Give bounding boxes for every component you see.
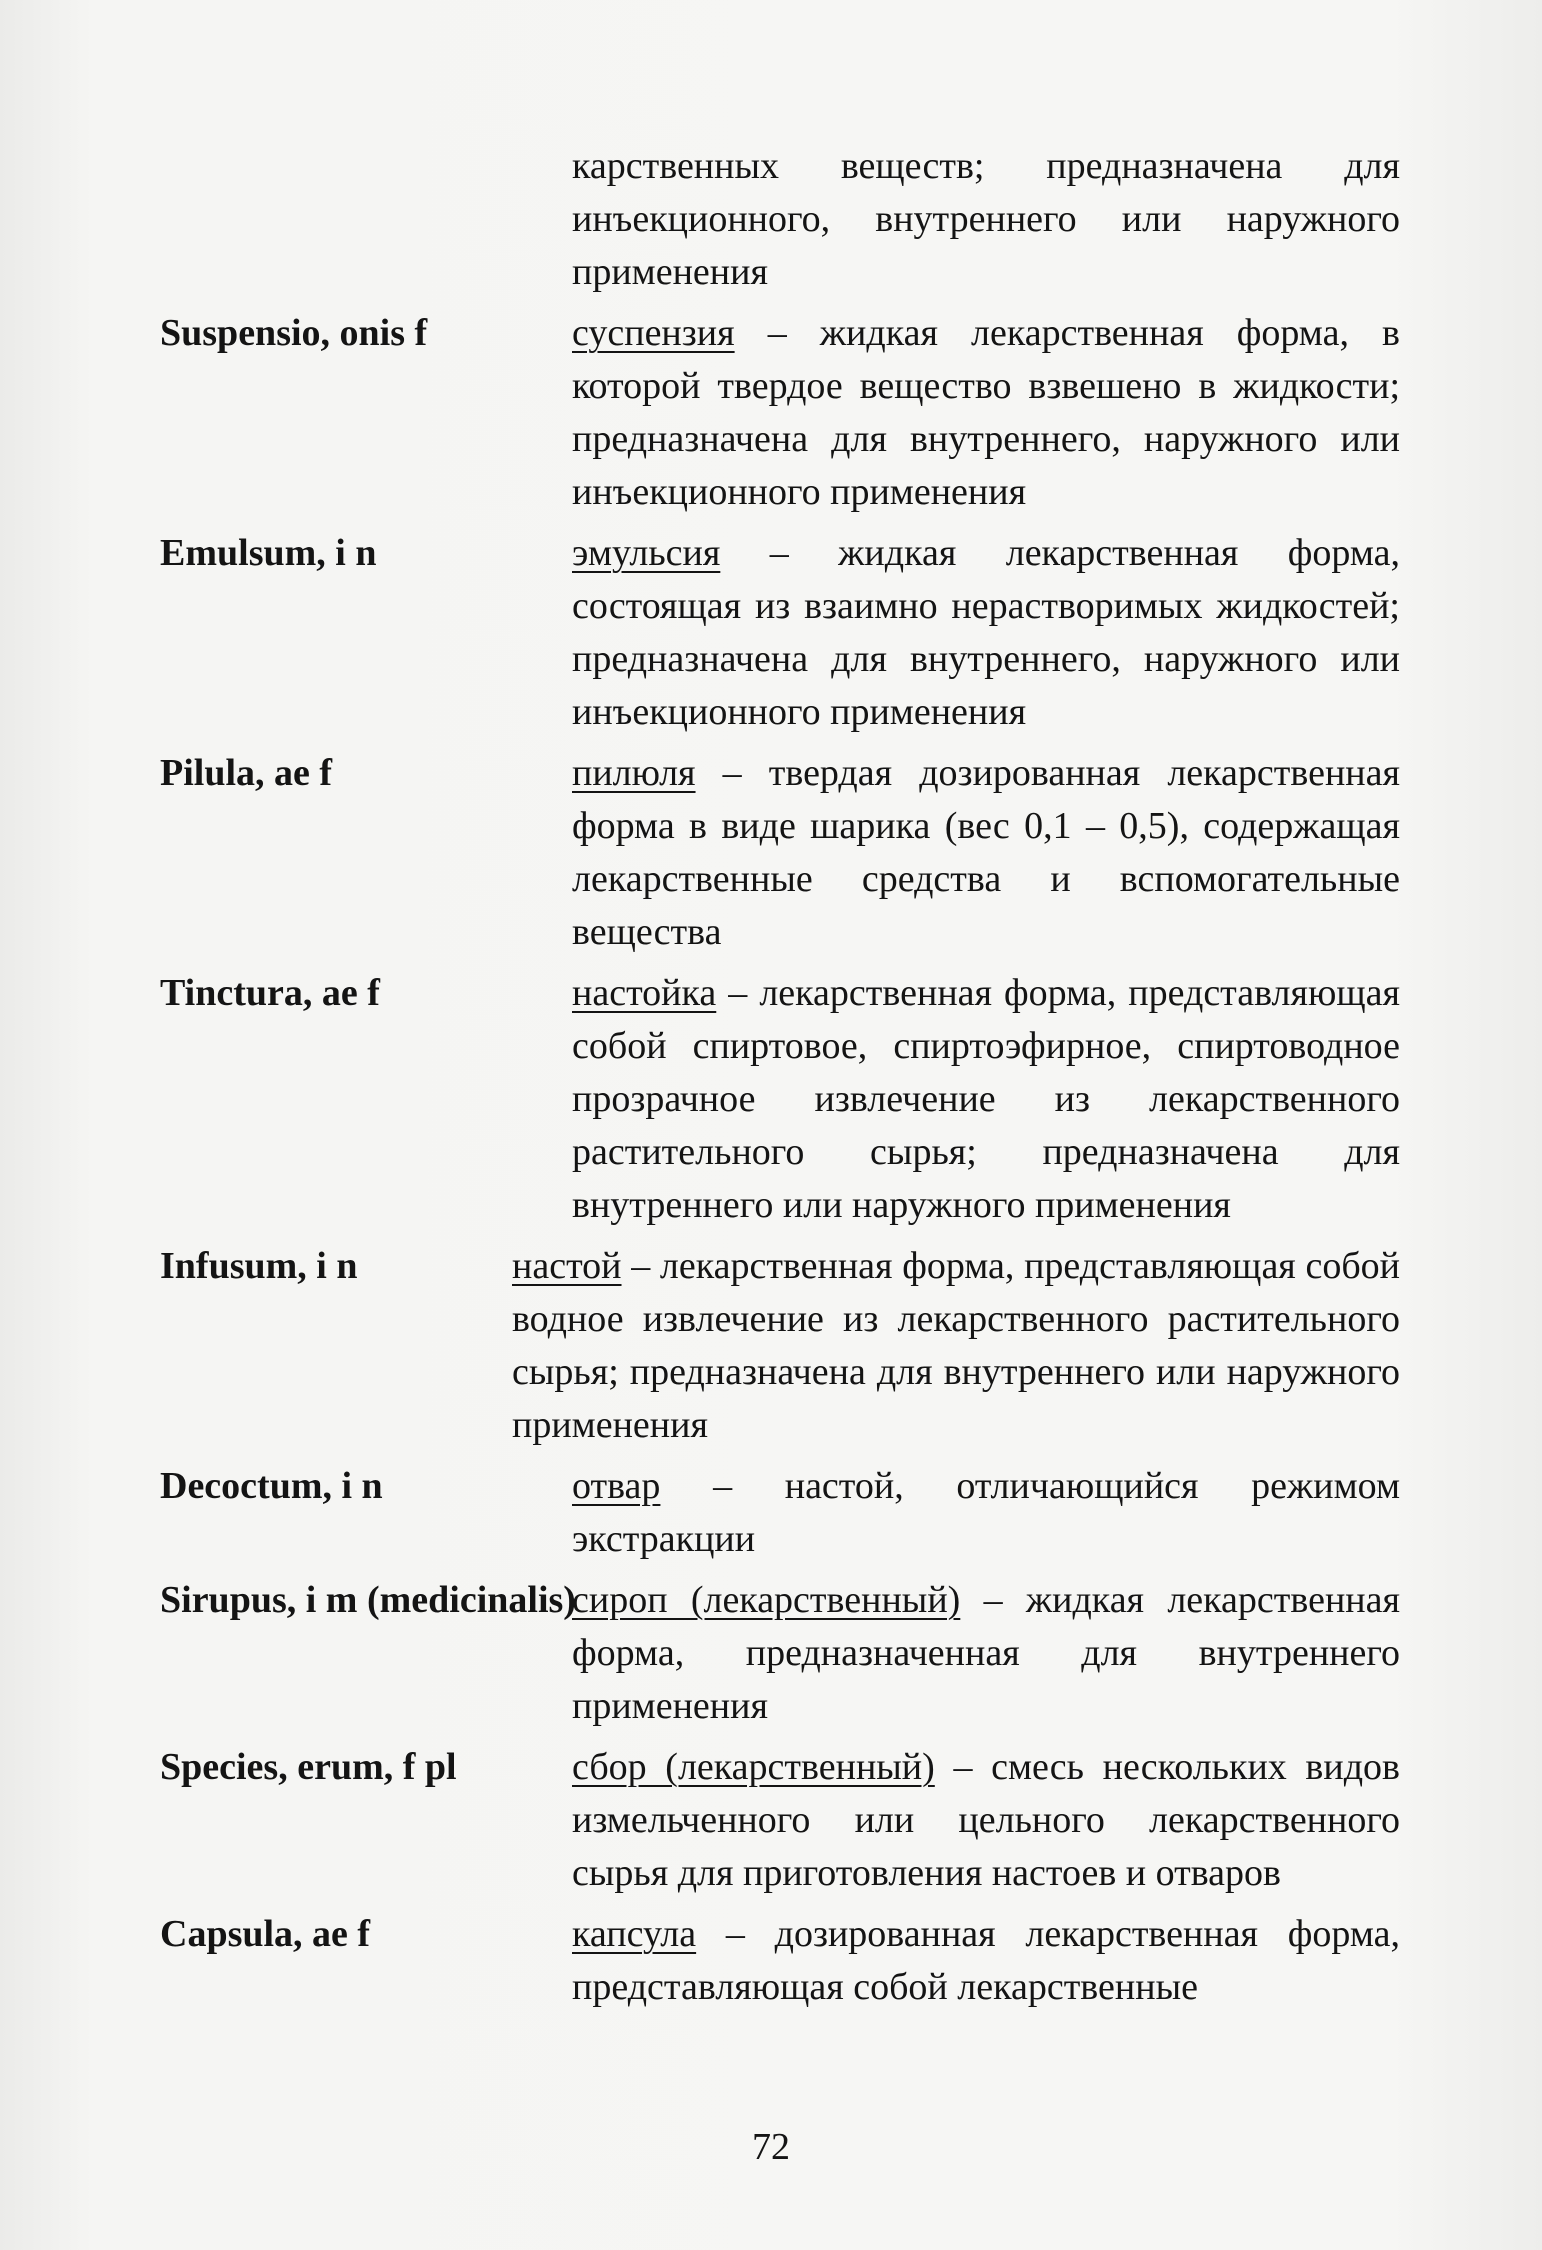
page-number: 72 <box>752 2126 790 2168</box>
latin-term: Emulsum, i n <box>160 532 377 574</box>
russian-headword: эмульсия <box>572 532 721 574</box>
definition <box>572 967 1400 1232</box>
definition <box>572 747 1400 959</box>
glossary-entry-continuation <box>160 140 1400 299</box>
definition <box>572 1908 1400 2014</box>
definition <box>572 1574 1400 1733</box>
glossary-entry <box>160 1908 1400 2014</box>
glossary-entry <box>160 1574 1400 1733</box>
russian-headword: сбор (лекарственный) <box>572 1746 935 1788</box>
glossary-entry <box>160 307 1400 519</box>
definition-text: – настой, отличающийся режимом экстракции <box>572 1465 1400 1560</box>
latin-term: Decoctum, i n <box>160 1465 383 1507</box>
latin-term: Tinctura, ae f <box>160 972 380 1014</box>
russian-headword: капсула <box>572 1913 697 1955</box>
latin-term: Pilula, ae f <box>160 752 333 794</box>
definition-text: – жидкая лекарственная форма, состоящая из взаимно нерастворимых жидкостей; предназначена для внутреннего, наружного или инъекционного применения <box>572 532 1400 733</box>
definition <box>512 1240 1400 1452</box>
russian-headword: сироп (лекарственный) <box>572 1579 961 1621</box>
definition-text: – дозированная лекарственная форма, представляющая собой лекарственные <box>572 1913 1400 2008</box>
glossary-content <box>160 140 1400 2022</box>
glossary-entry <box>160 747 1400 959</box>
latin-term: Suspensio, onis f <box>160 312 428 354</box>
definition-text: – жидкая лекарственная форма, в которой твердое вещество взвешено в жидкости; предназначена для внутреннего, наружного или инъекционного применения <box>572 312 1400 513</box>
russian-headword: отвар <box>572 1465 661 1507</box>
definition-text: – смесь нескольких видов измельченного или цельного лекарственного сырья для приготовления настоев и отваров <box>572 1746 1400 1894</box>
definition-text: – лекарственная форма, представляющая собой водное извлечение из лекарственного растительного сырья; предназначена для внутреннего или наружного применения <box>512 1245 1400 1446</box>
glossary-entry <box>160 1460 1400 1566</box>
glossary-entry <box>160 1240 1400 1452</box>
glossary-entry <box>160 527 1400 739</box>
latin-term: Species, erum, f pl <box>160 1746 457 1788</box>
latin-term: Capsula, ae f <box>160 1913 371 1955</box>
russian-headword: суспензия <box>572 312 735 354</box>
glossary-entry <box>160 1741 1400 1900</box>
definition <box>572 307 1400 519</box>
definition-text: – твердая дозированная лекарственная форма в виде шарика (вес 0,1 – 0,5), содержащая лекарственные средства и вспомогательные вещества <box>572 752 1400 953</box>
definition-text: – лекарственная форма, представляющая собой спиртовое, спиртоэфирное, спиртоводное прозрачное извлечение из лекарственного растительного сырья; предназначена для внутреннего или наружного применения <box>572 972 1400 1226</box>
definition-continuation: карственных веществ; предназначена для инъекционного, внутреннего или наружного применения <box>572 145 1400 293</box>
definition <box>572 527 1400 739</box>
russian-headword: пилюля <box>572 752 696 794</box>
russian-headword: настойка <box>572 972 717 1014</box>
definition <box>572 1741 1400 1900</box>
definition-text: – жидкая лекарственная форма, предназначенная для внутреннего применения <box>572 1579 1400 1727</box>
definition <box>572 1460 1400 1566</box>
russian-headword: настой <box>512 1245 622 1287</box>
latin-term: Infusum, i n <box>160 1245 358 1287</box>
latin-term: Sirupus, i m (medicinalis) <box>160 1579 576 1621</box>
glossary-entry <box>160 967 1400 1232</box>
